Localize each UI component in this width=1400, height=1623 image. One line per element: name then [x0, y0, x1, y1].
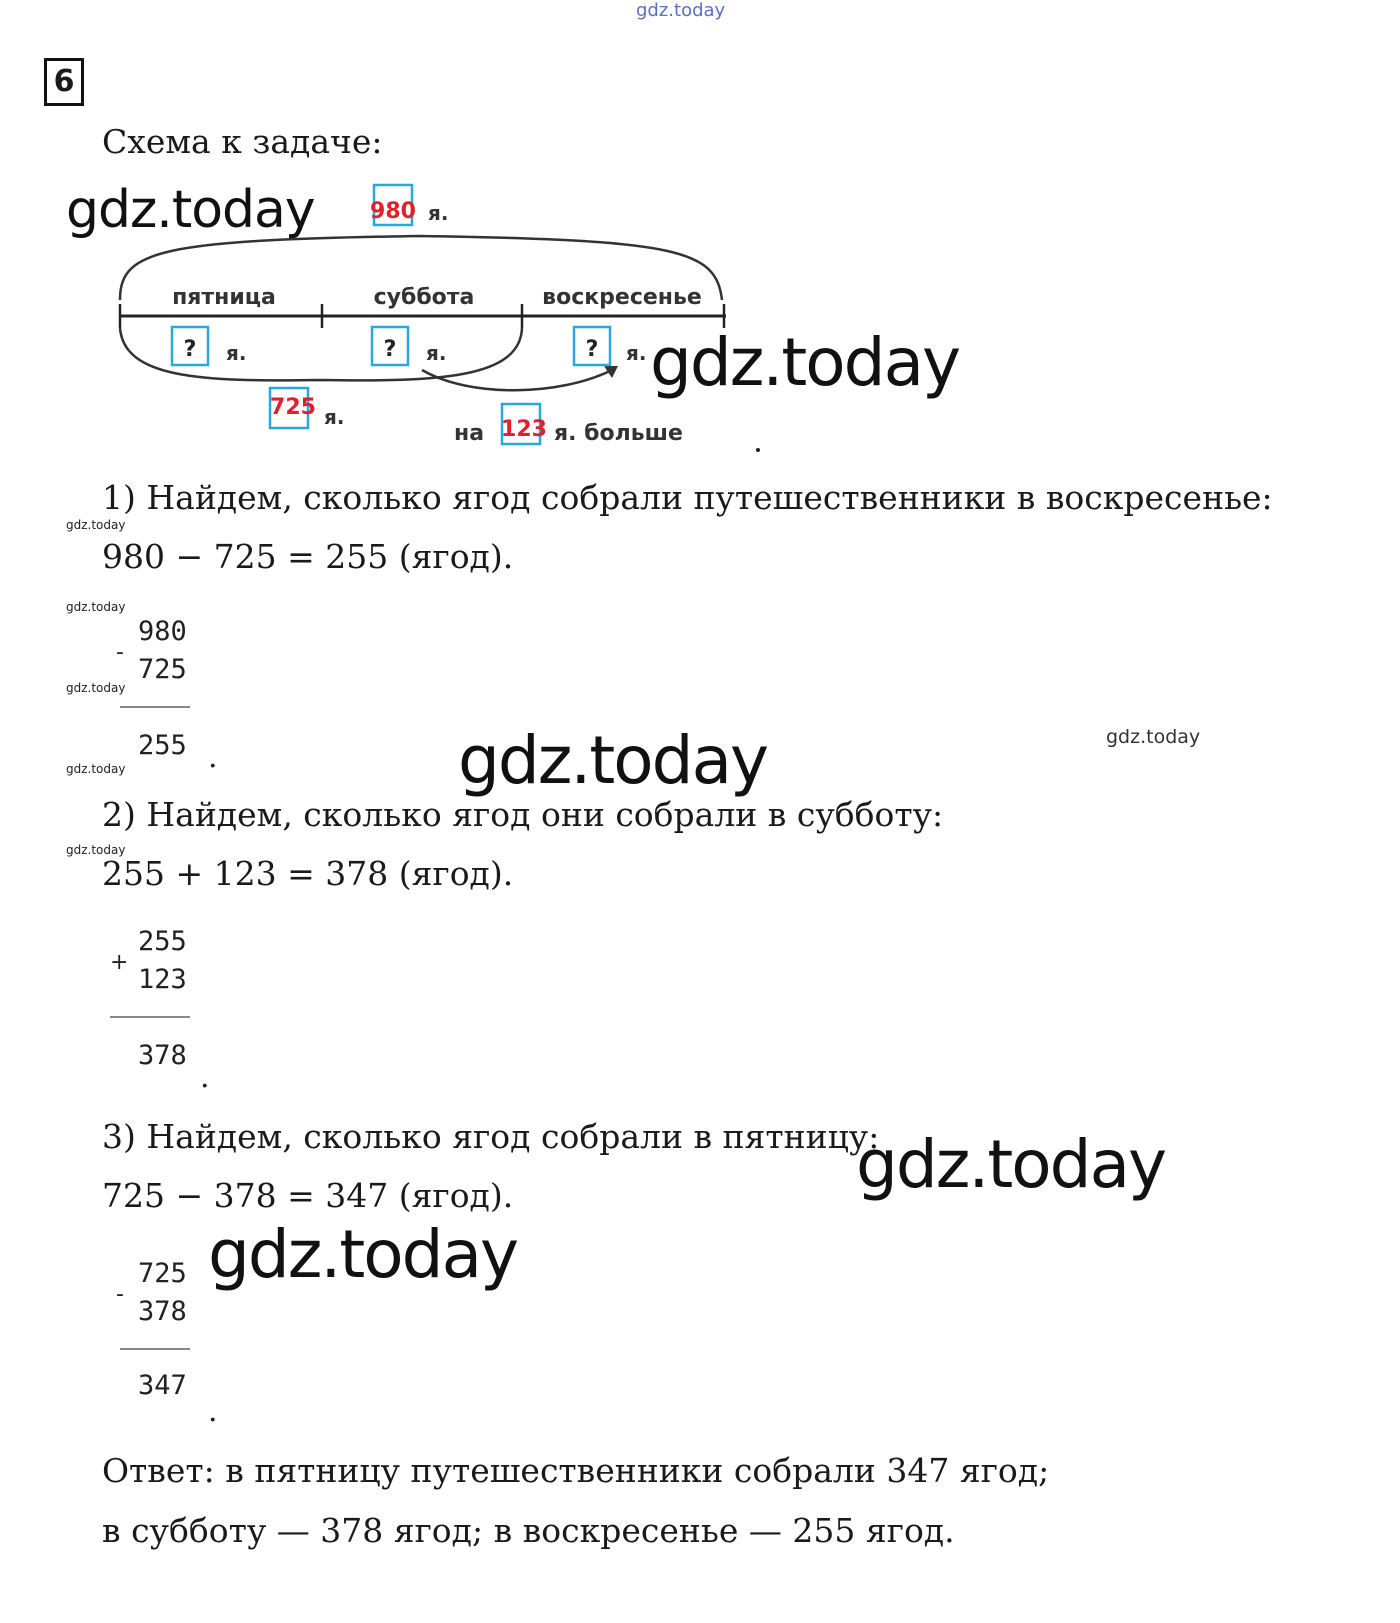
step-3-title: 3) Найдем, сколько ягод собрали в пятницу: — [102, 1117, 880, 1156]
sum-value: 725 — [270, 395, 316, 420]
total-value: 980 — [370, 199, 416, 224]
column-rule — [120, 1348, 190, 1350]
saturday-unit: я. — [426, 341, 447, 365]
diff-suffix: я. больше — [554, 421, 683, 446]
day-label-saturday: суббота — [373, 285, 475, 310]
watermark: gdz.today — [66, 681, 126, 695]
column-b: 123 — [138, 964, 187, 995]
step-2-equation: 255 + 123 = 378 (ягод). — [102, 854, 514, 893]
dot: . — [200, 1060, 210, 1095]
watermark: gdz.today — [66, 843, 126, 857]
column-b: 378 — [138, 1296, 187, 1327]
column-result: 347 — [138, 1370, 187, 1401]
dot: . — [208, 1394, 218, 1429]
watermark: gdz.today — [650, 324, 960, 401]
sunday-unit: я. — [626, 341, 647, 365]
saturday-unknown: ? — [383, 337, 397, 362]
column-b: 725 — [138, 654, 187, 685]
diff-prefix: на — [454, 421, 485, 446]
friday-unknown: ? — [183, 337, 197, 362]
column-result: 255 — [138, 730, 187, 761]
watermark: gdz.today — [66, 600, 126, 614]
column-rule — [110, 1016, 190, 1018]
watermark: gdz.today — [208, 1216, 518, 1293]
column-a: 980 — [138, 616, 187, 647]
watermark: gdz.today — [458, 722, 768, 799]
step-1-title: 1) Найдем, сколько ягод собрали путешественники в воскресенье: — [102, 478, 1273, 517]
friday-unit: я. — [226, 341, 247, 365]
column-a: 725 — [138, 1258, 187, 1289]
sunday-unknown: ? — [585, 337, 599, 362]
compare-arrow — [422, 370, 612, 390]
dot: . — [208, 740, 218, 775]
total-unit: я. — [428, 201, 449, 225]
column-a: 255 — [138, 926, 187, 957]
day-label-friday: пятница — [172, 285, 276, 310]
watermark: gdz.today — [856, 1126, 1166, 1203]
answer-line-1: Ответ: в пятницу путешественники собрали 347 ягод; — [102, 1451, 1050, 1490]
scheme-heading: Схема к задаче: — [102, 122, 383, 161]
step-2-title: 2) Найдем, сколько ягод они собрали в субботу: — [102, 795, 944, 834]
watermark: gdz.today — [66, 762, 126, 776]
scheme-diagram — [0, 0, 1000, 470]
column-rule — [120, 706, 190, 708]
answer-line-2: в субботу — 378 ягод; в воскресенье — 255 ягод. — [102, 1511, 955, 1550]
watermark: gdz.today — [66, 518, 126, 532]
step-1-equation: 980 − 725 = 255 (ягод). — [102, 537, 514, 576]
day-label-sunday: воскресенье — [542, 285, 702, 310]
column-op: - — [116, 1282, 124, 1307]
watermark: gdz.today — [66, 180, 315, 240]
task-number: 6 — [44, 58, 84, 106]
column-op: - — [116, 640, 124, 665]
watermark: gdz.today — [1106, 726, 1201, 748]
step-3-equation: 725 − 378 = 347 (ягод). — [102, 1176, 514, 1215]
fri-sat-brace — [120, 328, 522, 380]
diff-value: 123 — [501, 417, 547, 442]
column-result: 378 — [138, 1040, 187, 1071]
sum-unit: я. — [324, 405, 345, 429]
column-op: + — [110, 950, 129, 975]
watermark-top: gdz.today — [636, 0, 726, 21]
